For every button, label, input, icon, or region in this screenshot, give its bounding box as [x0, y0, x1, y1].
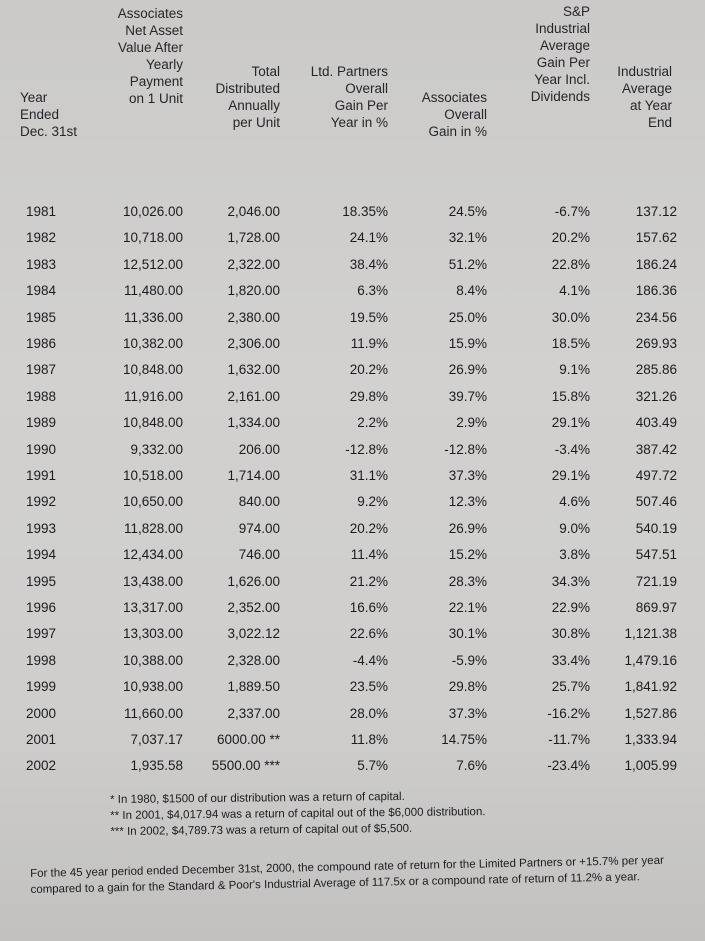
distributed-cell: 974.00	[238, 520, 280, 536]
sp-gain-cell: 34.3%	[551, 573, 590, 589]
associates-gain-cell: 22.1%	[448, 600, 487, 615]
distributed-cell: 1,714.00	[227, 468, 280, 483]
nav-cell: 13,438.00	[122, 573, 183, 589]
ltd-gain-cell: -4.4%	[352, 652, 388, 668]
sp-gain-cell: 33.4%	[551, 652, 590, 668]
distributed-cell: 1,632.00	[227, 362, 280, 378]
nav-cell: 11,336.00	[123, 309, 183, 325]
industrial-average-cell: 1,527.86	[624, 705, 677, 721]
nav-cell: 11,916.00	[123, 388, 183, 404]
sp-gain-cell: -6.7%	[554, 204, 590, 219]
associates-gain-cell: 12.3%	[448, 494, 487, 510]
industrial-average-cell: 1,333.94	[624, 732, 677, 747]
header-associates-nav: Associates Net Asset Value After Yearly Payment on 1 Unit	[117, 6, 183, 106]
industrial-average-cell: 285.86	[635, 362, 677, 378]
ltd-gain-cell: 38.4%	[349, 256, 388, 272]
industrial-average-cell: 1,005.99	[624, 758, 677, 774]
industrial-average-cell: 540.19	[635, 520, 677, 536]
table-row	[0, 649, 705, 673]
table-row	[0, 570, 705, 594]
year-cell: 1984	[26, 283, 57, 299]
distributed-cell: 1,334.00	[227, 415, 280, 431]
table-row	[0, 754, 705, 778]
associates-gain-cell: 24.5%	[448, 204, 487, 219]
table-row	[0, 517, 705, 541]
footnotes	[110, 786, 670, 840]
ltd-gain-cell: 24.1%	[349, 230, 388, 246]
distributed-cell: 2,352.00	[227, 600, 280, 615]
year-cell: 1983	[26, 256, 57, 272]
table-row	[0, 306, 705, 330]
table-row	[0, 332, 705, 356]
year-cell: 1992	[26, 494, 57, 510]
ltd-gain-cell: 23.5%	[349, 679, 388, 695]
distributed-cell: 2,161.00	[227, 388, 280, 404]
nav-cell: 13,317.00	[122, 600, 183, 615]
header-sp-gain: S&P Industrial Average Gain Per Year Incl. Dividends	[530, 4, 590, 104]
year-cell: 1985	[26, 309, 57, 325]
sp-gain-cell: -23.4%	[547, 758, 590, 774]
distributed-cell: 6000.00 **	[216, 732, 280, 747]
industrial-average-cell: 721.19	[635, 573, 677, 589]
ltd-gain-cell: 9.2%	[357, 494, 388, 510]
ltd-gain-cell: 20.2%	[349, 520, 388, 536]
industrial-average-cell: 387.42	[635, 441, 677, 457]
year-cell: 1982	[26, 230, 57, 246]
associates-gain-cell: 25.0%	[448, 309, 487, 325]
sp-gain-cell: 15.8%	[551, 388, 590, 404]
year-cell: 1988	[26, 388, 57, 404]
footnote: *** In 2002, $4,789.73 was a return of capital out of $5,500.	[110, 822, 413, 838]
nav-cell: 10,026.00	[122, 204, 183, 219]
year-cell: 1993	[26, 520, 57, 536]
header-total-distributed: Total Distributed Annually per Unit	[215, 64, 280, 130]
nav-cell: 10,848.00	[122, 415, 183, 431]
distributed-cell: 1,820.00	[227, 283, 280, 299]
summary-paragraph: For the 45 year period ended December 31st, 2000, the compound rate of return for the Limited Partners or +15.7% per year compared to a gain for the Standard & Poor's Industrial Average of 117.5x or a compound rate of return of 11.2% a year.	[30, 854, 664, 896]
sp-gain-cell: 29.1%	[551, 468, 590, 483]
ltd-gain-cell: 18.35%	[342, 204, 388, 219]
table-row	[0, 253, 705, 277]
sp-gain-cell: 25.7%	[551, 679, 590, 695]
ltd-gain-cell: 22.6%	[349, 626, 388, 642]
associates-gain-cell: 30.1%	[448, 626, 487, 642]
nav-cell: 11,480.00	[123, 283, 183, 299]
nav-cell: 10,382.00	[122, 336, 183, 351]
table-row	[0, 358, 705, 382]
year-cell: 2001	[26, 732, 57, 747]
sp-gain-cell: 20.2%	[551, 230, 590, 246]
sp-gain-cell: 22.8%	[551, 256, 590, 272]
ltd-gain-cell: 19.5%	[349, 309, 388, 325]
ltd-gain-cell: 31.1%	[349, 468, 388, 483]
table-row	[0, 702, 705, 726]
table-row	[0, 596, 705, 620]
table-row	[0, 200, 705, 224]
industrial-average-cell: 234.56	[635, 309, 677, 325]
associates-gain-cell: 29.8%	[448, 679, 487, 695]
nav-cell: 12,512.00	[122, 256, 183, 272]
distributed-cell: 5500.00 ***	[211, 758, 280, 774]
nav-cell: 9,332.00	[130, 441, 183, 457]
sp-gain-cell: -11.7%	[548, 732, 590, 747]
ltd-gain-cell: 6.3%	[357, 283, 388, 299]
year-cell: 2000	[26, 705, 57, 721]
industrial-average-cell: 547.51	[635, 547, 677, 563]
ltd-gain-cell: 29.8%	[349, 388, 388, 404]
industrial-average-cell: 321.26	[635, 388, 677, 404]
year-cell: 1987	[26, 362, 57, 378]
sp-gain-cell: 9.0%	[559, 520, 590, 536]
associates-gain-cell: 26.9%	[448, 362, 487, 378]
header-industrial-average: Industrial Average at Year End	[617, 64, 672, 130]
industrial-average-cell: 1,841.92	[624, 679, 677, 695]
footnote: ** In 2001, $4,017.94 was a return of capital out of the $6,000 distribution.	[110, 806, 486, 822]
table-row	[0, 490, 705, 514]
table-row	[0, 226, 705, 250]
header-year: Year Ended Dec. 31st	[20, 90, 78, 139]
industrial-average-cell: 186.24	[635, 256, 677, 272]
year-cell: 1996	[26, 600, 57, 615]
associates-gain-cell: 37.3%	[448, 705, 487, 721]
industrial-average-cell: 269.93	[635, 336, 677, 351]
nav-cell: 10,848.00	[122, 362, 183, 378]
distributed-cell: 2,306.00	[227, 336, 280, 351]
sp-gain-cell: 30.8%	[551, 626, 590, 642]
nav-cell: 10,518.00	[122, 468, 183, 483]
ltd-gain-cell: 5.7%	[357, 758, 388, 774]
year-cell: 1989	[26, 415, 57, 431]
sp-gain-cell: 18.5%	[551, 336, 590, 351]
ltd-gain-cell: -12.8%	[345, 441, 388, 457]
year-cell: 1991	[26, 468, 57, 483]
table-row	[0, 411, 705, 435]
associates-gain-cell: -12.8%	[444, 441, 487, 457]
ltd-gain-cell: 11.9%	[350, 336, 388, 351]
distributed-cell: 3,022.12	[227, 626, 280, 642]
industrial-average-cell: 507.46	[635, 494, 677, 510]
distributed-cell: 1,728.00	[227, 230, 280, 246]
table-row	[0, 543, 705, 567]
table-row	[0, 728, 705, 752]
nav-cell: 10,388.00	[122, 652, 183, 668]
industrial-average-cell: 137.12	[635, 204, 677, 219]
industrial-average-cell: 497.72	[635, 468, 677, 483]
header-associates-gain: Associates Overall Gain in %	[421, 90, 487, 139]
nav-cell: 10,718.00	[122, 230, 183, 246]
table-row	[0, 622, 705, 646]
associates-gain-cell: 51.2%	[448, 256, 487, 272]
industrial-average-cell: 869.97	[635, 600, 677, 615]
associates-gain-cell: 26.9%	[448, 520, 487, 536]
distributed-cell: 2,380.00	[227, 309, 280, 325]
associates-gain-cell: 7.6%	[456, 758, 487, 774]
nav-cell: 10,650.00	[122, 494, 183, 510]
year-cell: 1999	[26, 679, 57, 695]
header-ltd-partners: Ltd. Partners Overall Gain Per Year in %	[310, 64, 388, 130]
associates-gain-cell: 14.75%	[441, 732, 487, 747]
sp-gain-cell: 4.1%	[559, 283, 590, 299]
industrial-average-cell: 157.62	[635, 230, 677, 246]
sp-gain-cell: -3.4%	[554, 441, 590, 457]
distributed-cell: 1,889.50	[227, 679, 280, 695]
industrial-average-cell: 1,479.16	[624, 652, 677, 668]
nav-cell: 12,434.00	[122, 547, 183, 563]
sp-gain-cell: -16.2%	[547, 705, 590, 721]
nav-cell: 10,938.00	[122, 679, 183, 695]
ltd-gain-cell: 11.8%	[350, 732, 388, 747]
year-cell: 1994	[26, 547, 57, 563]
year-cell: 1990	[26, 441, 57, 457]
sp-gain-cell: 9.1%	[559, 362, 590, 378]
nav-cell: 11,660.00	[123, 705, 183, 721]
table-row	[0, 279, 705, 303]
distributed-cell: 1,626.00	[227, 573, 280, 589]
nav-cell: 1,935.58	[130, 758, 183, 774]
associates-gain-cell: 28.3%	[448, 573, 487, 589]
ltd-gain-cell: 21.2%	[349, 573, 388, 589]
footnote: * In 1980, $1500 of our distribution was a return of capital.	[110, 790, 405, 806]
ltd-gain-cell: 2.2%	[357, 415, 388, 431]
sp-gain-cell: 30.0%	[551, 309, 590, 325]
associates-gain-cell: -5.9%	[451, 652, 487, 668]
ltd-gain-cell: 16.6%	[349, 600, 388, 615]
distributed-cell: 840.00	[238, 494, 280, 510]
associates-gain-cell: 39.7%	[448, 388, 487, 404]
industrial-average-cell: 186.36	[635, 283, 677, 299]
associates-gain-cell: 32.1%	[448, 230, 487, 246]
table-row	[0, 675, 705, 699]
associates-gain-cell: 8.4%	[456, 283, 487, 299]
table-row	[0, 385, 705, 409]
nav-cell: 13,303.00	[122, 626, 183, 642]
sp-gain-cell: 29.1%	[551, 415, 590, 431]
associates-gain-cell: 37.3%	[448, 468, 487, 483]
sp-gain-cell: 22.9%	[551, 600, 590, 615]
distributed-cell: 746.00	[238, 547, 280, 563]
ltd-gain-cell: 11.4%	[350, 547, 388, 563]
distributed-cell: 2,322.00	[227, 256, 280, 272]
ltd-gain-cell: 20.2%	[349, 362, 388, 378]
distributed-cell: 2,337.00	[227, 705, 280, 721]
sp-gain-cell: 4.6%	[559, 494, 590, 510]
table-row	[0, 464, 705, 488]
distributed-cell: 206.00	[238, 441, 280, 457]
nav-cell: 7,037.17	[130, 732, 183, 747]
year-cell: 1986	[26, 336, 57, 351]
year-cell: 1995	[26, 573, 57, 589]
ltd-gain-cell: 28.0%	[349, 705, 388, 721]
nav-cell: 11,828.00	[123, 520, 183, 536]
distributed-cell: 2,328.00	[227, 652, 280, 668]
associates-gain-cell: 2.9%	[456, 415, 487, 431]
industrial-average-cell: 403.49	[635, 415, 677, 431]
distributed-cell: 2,046.00	[227, 204, 280, 219]
year-cell: 1981	[26, 204, 57, 219]
year-cell: 1998	[26, 652, 57, 668]
associates-gain-cell: 15.2%	[448, 547, 487, 563]
sp-gain-cell: 3.8%	[559, 547, 590, 563]
year-cell: 2002	[26, 758, 57, 774]
table-row	[0, 438, 705, 462]
year-cell: 1997	[26, 626, 57, 642]
industrial-average-cell: 1,121.38	[624, 626, 677, 642]
associates-gain-cell: 15.9%	[448, 336, 487, 351]
